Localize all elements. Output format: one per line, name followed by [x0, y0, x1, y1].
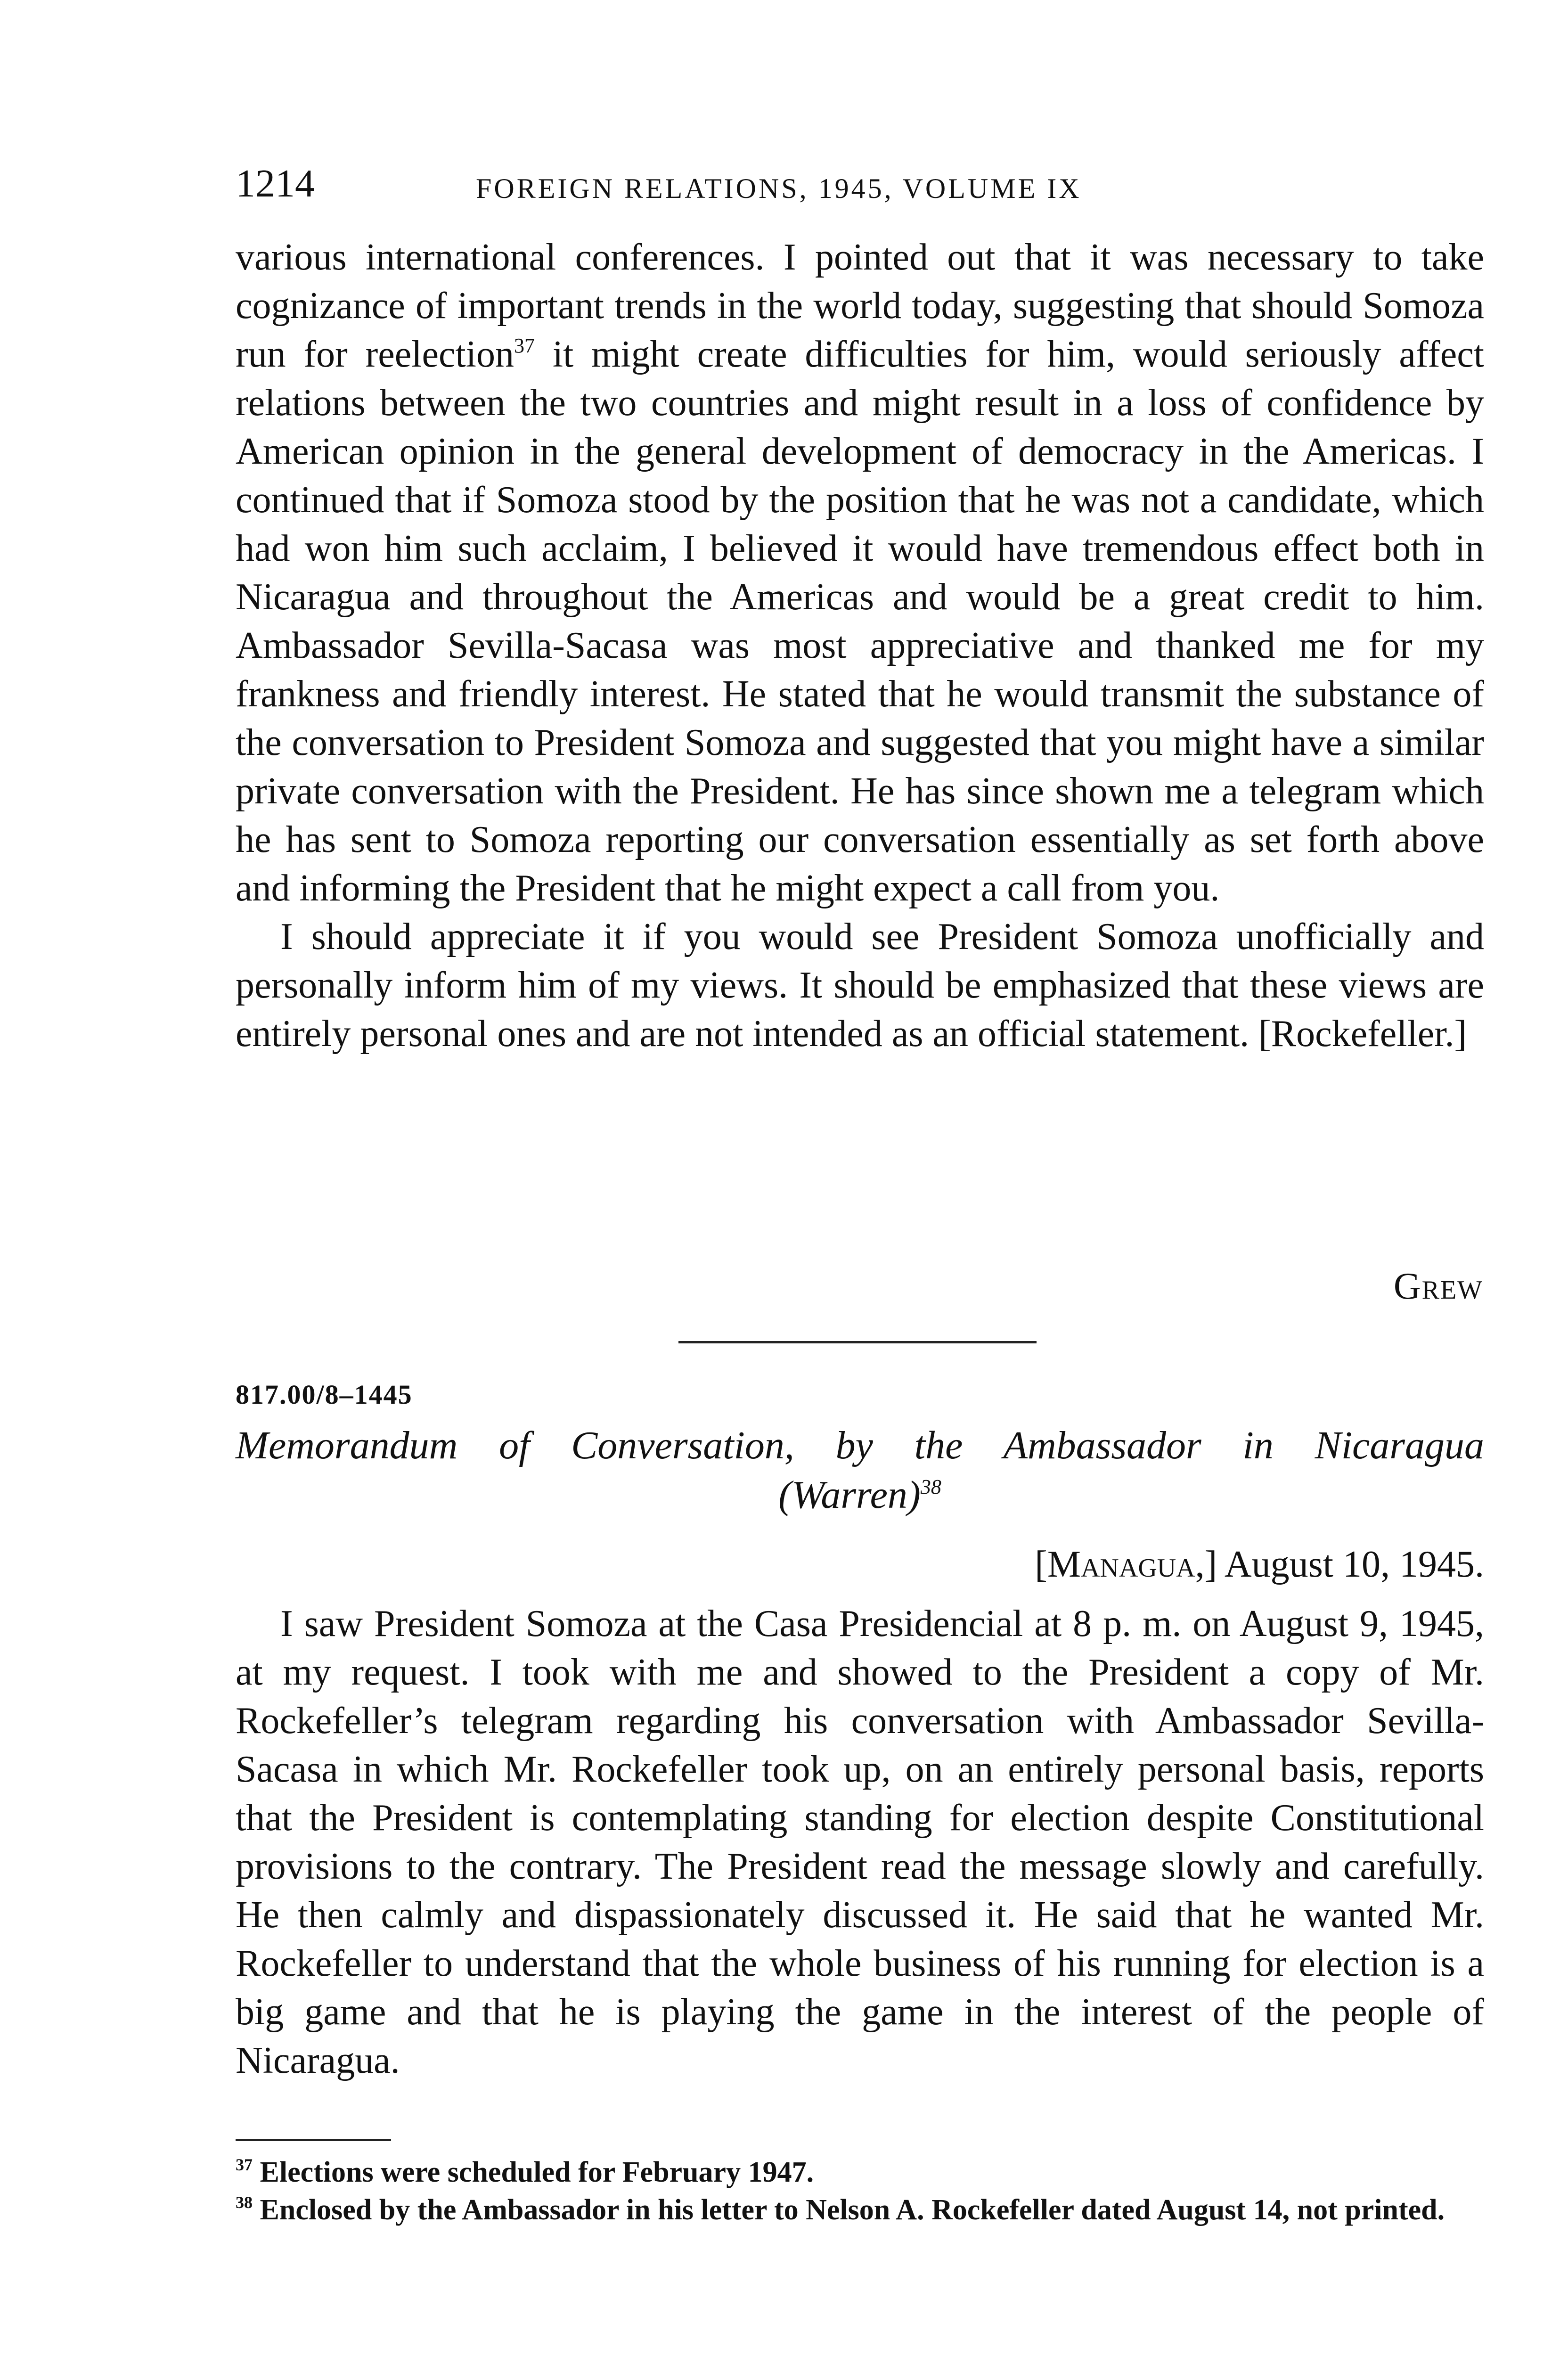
footnote-reference: 37 [514, 334, 535, 357]
paragraph-text: it might create difficulties for him, would seriously affect relations between the two countries and might result in a loss of confidence by American opinion in the general development of democracy in the Americas. I continued that if Somoza stood by the position that he was not a candidate, which had won him such acclaim, I believed it would have tremendous effect both in Nicaragua and throughout the Americas and would be a great credit to him. Ambassador Sevilla-Sacasa was most appreciative and thanked me for my frankness and friendly interest. He stated that he would transmit the substance of the conversation to President Somoza and suggested that you might have a similar private conversation with the President. He has since shown me a telegram which he has sent to Somoza reporting our conversation essentially as set forth above and informing the President that he might expect a call from you. [236, 334, 1484, 909]
footnote-mark: 37 [236, 2155, 253, 2174]
paragraph-text: various international conferences. I pointed out that it was necessary to take cognizance of important trends in the world today, suggesting that should Somoza run for reelection [236, 237, 1484, 375]
title-line: Memorandum of Conversation, by the Ambassador in Nicaragua [236, 1423, 1484, 1467]
page-number: 1214 [236, 162, 315, 205]
dateline [1035, 1541, 1484, 1588]
document-title [236, 1421, 1484, 1520]
paragraph [236, 233, 1484, 913]
continued-text [236, 233, 1484, 1058]
footnote-text: Elections were scheduled for February 1947. [253, 2156, 814, 2188]
title-line [236, 1470, 1484, 1520]
footnotes [236, 2153, 1484, 2229]
signature: Grew [1393, 1266, 1483, 1307]
footnote-text: Enclosed by the Ambassador in his letter to Nelson A. Rockefeller dated August 14, not printed. [253, 2194, 1445, 2226]
paragraph: I saw President Somoza at the Casa Presidencial at 8 p. m. on August 9, 1945, at my request. I took with me and showed to the President a copy of Mr. Rockefeller’s telegram regarding his conversation with Ambassador Sevilla-Sacasa in which Mr. Rockefeller took up, on an entirely personal basis, reports that the President is contemplating standing for election despite Constitutional provisions to the contrary. The President read the message slowly and carefully. He then calmly and dispassionately discussed it. He said that he wanted Mr. Rockefeller to understand that the whole business of his running for election is a big game and that he is playing the game in the interest of the people of Nicaragua. [236, 1603, 1484, 2081]
memorandum-text [236, 1600, 1484, 2085]
footnote [236, 2191, 1484, 2229]
title-name: (Warren) [778, 1473, 921, 1517]
dateline-place: [Managua,] [1035, 1544, 1217, 1585]
file-number: 817.00/8–1445 [236, 1379, 413, 1410]
running-title: FOREIGN RELATIONS, 1945, VOLUME IX [476, 173, 1082, 204]
footnote-reference: 38 [920, 1475, 941, 1498]
footnote [236, 2153, 1484, 2191]
footnote-rule [236, 2139, 391, 2141]
dateline-date: August 10, 1945. [1217, 1544, 1484, 1585]
section-divider [678, 1341, 1037, 1343]
running-header [236, 155, 1484, 212]
footnote-mark: 38 [236, 2193, 253, 2212]
paragraph: I should appreciate it if you would see President Somoza unofficially and personally inform him of my views. It should be emphasized that these views are entirely personal ones and are not intended as an official statement. [Rockefeller.] [236, 916, 1484, 1055]
